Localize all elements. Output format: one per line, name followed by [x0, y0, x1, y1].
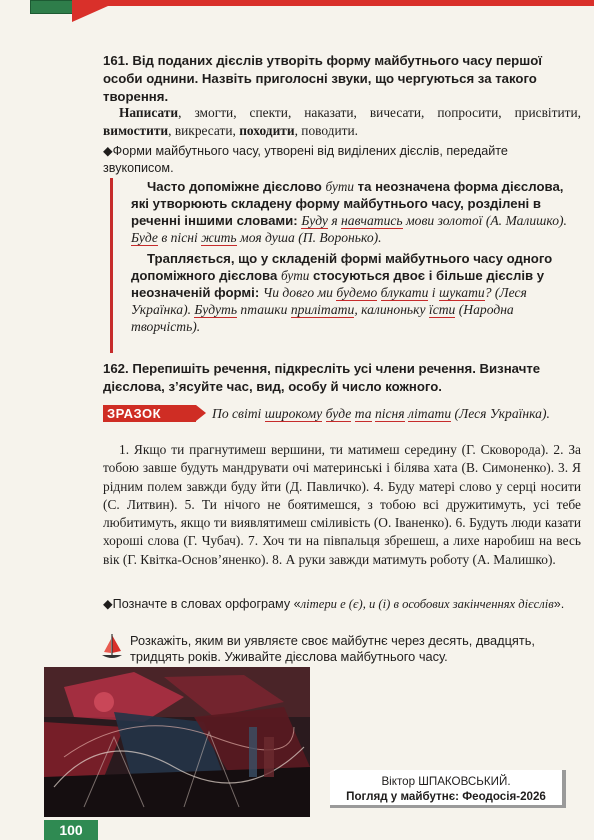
- rule-text: Трапляється, що у складеній формі майбутнього часу одного допоміжного дієслова: [131, 251, 553, 283]
- task-161-words: [103, 104, 581, 140]
- example-word: шукати: [438, 285, 485, 300]
- task-text: Перепишіть речення, підкресліть усі члени речення. Визначте дієслова, з’ясуйте час, вид, особу й число кожного.: [103, 361, 541, 394]
- note-italic: літери е (є), и (і) в особових закінченнях дієслів: [300, 597, 554, 611]
- example-text: в пісні: [157, 230, 202, 245]
- sample-word: та: [354, 406, 372, 421]
- task-161-heading: [103, 52, 581, 106]
- word: , викресати,: [168, 123, 240, 138]
- top-decoration: [0, 0, 594, 26]
- example-word: Буде: [131, 230, 158, 245]
- rule-box: [110, 178, 580, 353]
- top-red-bar: [72, 0, 594, 6]
- example-text: пташки: [237, 302, 291, 317]
- word: Написати: [119, 105, 179, 120]
- word: вимостити: [103, 123, 169, 138]
- rule-text: стосуються двоє і більше дієслів у неозначеній формі:: [131, 268, 545, 300]
- example-word: Будуть: [194, 302, 238, 317]
- word: , змогти, спекти, наказати, вичесати, попросити,: [178, 105, 502, 120]
- example-word: жить: [201, 230, 237, 245]
- example-text: мови золотої (А. Малишко).: [402, 213, 567, 228]
- example-word: Буду: [301, 213, 328, 228]
- top-red-wedge: [72, 6, 108, 22]
- caption-author: Віктор ШПАКОВСЬКИЙ.: [381, 775, 511, 788]
- sample-word: широкому: [264, 406, 323, 421]
- sample-sentence: [212, 405, 581, 422]
- example-text: я: [327, 213, 342, 228]
- example-text: Чи довго ми: [262, 285, 337, 300]
- sample-label: ЗРАЗОК: [103, 405, 196, 422]
- example-word: будемо: [336, 285, 378, 300]
- top-green-tab: [30, 0, 74, 14]
- example-word: їсти: [428, 302, 456, 317]
- page-number: 100: [44, 820, 98, 840]
- rule-text: та неозначена форма дієслова, які утворюють складену форму майбутнього часу, розділені в реченні іншими словами:: [131, 179, 564, 228]
- example-text: і: [428, 285, 439, 300]
- note-text: ».: [553, 597, 565, 611]
- word: , поводити.: [294, 123, 359, 138]
- task-text: Від поданих дієслів утворіть форму майбутнього часу першої особи однини. Назвіть приголосні звуки, що чергуються за такого творення.: [103, 53, 542, 104]
- example-text: (Народна творчість).: [131, 302, 514, 334]
- rule-text: Часто допоміжне дієслово: [147, 179, 326, 194]
- illustration-caption: [330, 770, 566, 808]
- rule-italic: бути: [325, 179, 354, 194]
- sample-arrow-icon: [196, 405, 206, 421]
- task-number: 161.: [103, 53, 129, 68]
- note-text: ◆Позначте в словах орфограму «: [103, 597, 301, 611]
- rule-italic: бути: [280, 268, 310, 283]
- example-text: ? (Леся Українка).: [131, 285, 527, 317]
- sample-word: буде: [325, 406, 352, 421]
- sample-text: По світі: [212, 406, 265, 421]
- example-text: , калиноньку: [354, 302, 429, 317]
- task-162-note: [103, 596, 581, 612]
- example-word: блукати: [380, 285, 429, 300]
- task-162-sentences: 1. Якщо ти прагнутимеш вершини, ти матимеш середину (Г. Сковорода). 2. За тобою завше будуть мандрувати очі материнські і білява хата (В. Симоненко). 3. Я рідним полем завжди буду йти (Д. Павличко). 4. Буду матері слово у серці носити (С. Литвин). 5. Ти нічого не боятимешся, з тобою всі дружитимуть, усі тебе любитимуть, якщо ти виявлятимеш сміливість (О. Іваненко). 6. Будуть люди казати хороші слова (Г. Чубач). 7. Хоч ти на півпальця збрешеш, а лихе наробиш на весь вік (Г. Квітка-Основ’яненко). 8. А руки завжди матимуть роботу (А. Малишко).: [103, 442, 581, 567]
- example-text: моя душа (П. Воронько).: [236, 230, 382, 245]
- caption-title: Погляд у майбутнє: Феодосія-2026: [346, 790, 546, 803]
- example-word: навчатись: [341, 213, 403, 228]
- sample-word: пісня: [374, 406, 405, 421]
- painting-illustration: [44, 667, 310, 817]
- speaking-task: Розкажіть, яким ви уявляєте своє майбутнє через десять, двадцять, тридцять років. Уживайте дієслова майбутнього часу.: [130, 633, 535, 664]
- task-number: 162.: [103, 361, 129, 376]
- rule-paragraph-2: [131, 250, 580, 335]
- speech-boat-icon: [101, 633, 123, 663]
- sample-word: літати: [408, 406, 452, 421]
- example-word: прилітати: [290, 302, 355, 317]
- word: присвітити,: [514, 105, 581, 120]
- task-161-note: ◆Форми майбутнього часу, утворені від виділених дієслів, передайте звукописом.: [103, 144, 508, 175]
- word: походити: [239, 123, 295, 138]
- rule-paragraph-1: [131, 178, 580, 246]
- sample-text: (Леся Українка).: [451, 406, 550, 421]
- task-162-heading: [103, 360, 581, 396]
